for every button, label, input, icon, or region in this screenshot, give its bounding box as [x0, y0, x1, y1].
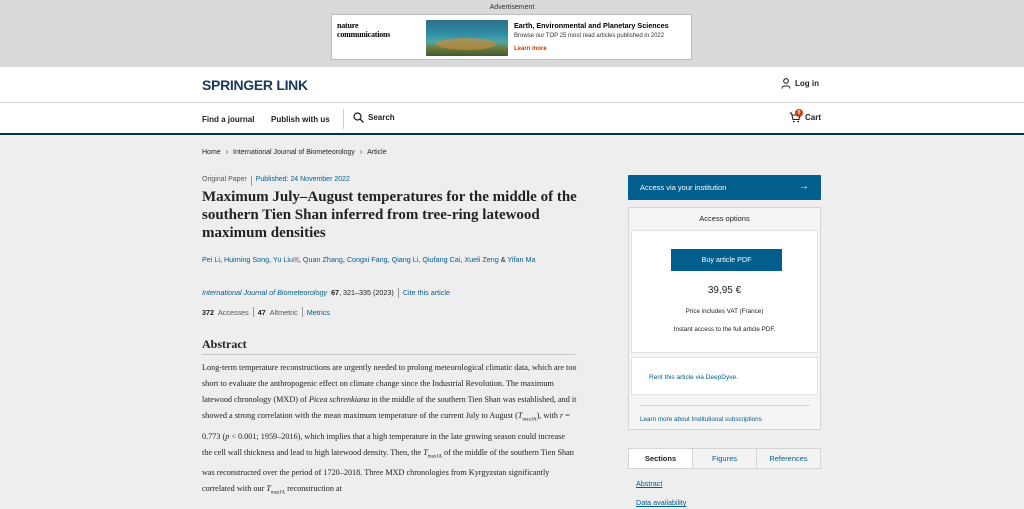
ad-image	[426, 20, 508, 56]
ad-learn-more-link[interactable]: Learn more	[514, 46, 547, 52]
abstract-divider	[202, 354, 575, 355]
author-link[interactable]: Xueli Zeng	[464, 255, 499, 264]
altmetric-count: 47	[257, 307, 266, 317]
email-icon[interactable]: ✉	[293, 257, 299, 264]
cite-article-link[interactable]: Cite this article	[402, 288, 450, 297]
author-link[interactable]: Qiufang Cai	[422, 255, 461, 264]
author-link[interactable]: Quan Zhang	[302, 255, 343, 264]
author-link[interactable]: Qiang Li	[391, 255, 419, 264]
instant-access-note: Instant access to the full article PDF.	[673, 326, 776, 333]
search-button[interactable]	[353, 112, 395, 123]
accesses-label: Accesses	[218, 307, 249, 317]
article-meta	[202, 176, 350, 186]
rent-deepdyve-link[interactable]: Rent this article via DeepDyve.	[649, 374, 738, 381]
divider	[253, 307, 254, 317]
divider	[251, 176, 252, 186]
volume: 67	[331, 288, 340, 297]
author-link[interactable]: Congxi Fang	[346, 255, 388, 264]
article-title: Maximum July–August temperatures for the middle of the southern Tien Shan inferred from tree-ring latewood maximum densities	[202, 189, 577, 241]
journal-link[interactable]: International Journal of Biometeorology	[202, 288, 328, 297]
springer-link-logo[interactable]: SPRINGER LINK	[202, 77, 308, 93]
advertisement-band	[0, 0, 1024, 67]
breadcrumb	[202, 149, 387, 156]
buy-article-pdf-button[interactable]: Buy article PDF	[671, 249, 782, 271]
article-price: 39,95 €	[707, 285, 742, 296]
abstract-text: Long-term temperature reconstructions are urgently needed to prolong meteorological climatic data, which are too short to evaluate the anthropogenic effect on climate change since the Industrial Revolution. The maximum latewood chronology (MXD) of Picea schrenkiana in the middle of the southern Tien Shan was established, and it showed a strong correlation with the mean maximum temperature of the current July to August $(T_{maxJA})$, with r = 0.773 (p < 0.001; 1959–2016), which implies that a high temperature in the late growing season could increase the cell wall thickness and lead to high latewood density. Then, the $T_{maxJA}$ of the middle of the southern Tien Shan was reconstructed over the period of 1720–2018. Three MXD chronologies from Kyrgyzstan significantly correlated with our $T_{maxJA}$ reconstruction at	[202, 363, 577, 496]
cart-label: Cart	[805, 113, 822, 122]
access-options-panel	[628, 207, 821, 430]
ad-banner[interactable]	[331, 14, 692, 60]
rent-article-card	[631, 357, 818, 395]
author-link[interactable]: Yu Liu	[273, 255, 293, 264]
article-type: Original Paper	[202, 176, 247, 183]
institutional-subscriptions-link[interactable]: Learn more about Institutional subscriptions	[640, 416, 762, 423]
breadcrumb-home[interactable]: Home	[202, 149, 221, 156]
accesses-count: 372	[202, 307, 214, 317]
metrics-link[interactable]: Metrics	[306, 307, 330, 317]
tab-references[interactable]: References	[756, 449, 820, 468]
vat-note: Price includes VAT (France)	[685, 308, 764, 315]
tab-figures[interactable]: Figures	[692, 449, 756, 468]
breadcrumb-journal[interactable]: International Journal of Biometeorology	[233, 149, 355, 156]
divider	[639, 405, 810, 406]
article-metrics	[202, 307, 330, 317]
nature-communications-logo: nature communications	[337, 21, 391, 39]
cart-count-badge: 0	[795, 109, 803, 117]
divider	[302, 307, 303, 317]
ad-title: Earth, Environmental and Planetary Sciences	[514, 21, 669, 30]
search-label: Search	[368, 113, 395, 122]
chevron-right-icon: ›	[359, 149, 363, 156]
and-sign: &	[500, 255, 506, 264]
ad-text: Browse our TOP 25 most read articles published in 2022	[514, 33, 665, 39]
tab-sections[interactable]: Sections	[629, 449, 692, 468]
author-link[interactable]: Huiming Song	[223, 255, 270, 264]
section-link-abstract[interactable]: Abstract	[636, 479, 663, 488]
author-link[interactable]: Yifan Ma	[507, 255, 536, 264]
section-link-data-availability[interactable]: Data availability	[636, 498, 687, 507]
find-journal-link[interactable]: Find a journal	[202, 115, 255, 124]
buy-article-card	[631, 230, 818, 353]
abstract-heading: Abstract	[202, 337, 247, 351]
nav-divider	[343, 109, 344, 129]
publish-with-us-link[interactable]: Publish with us	[271, 115, 330, 124]
sections-tabs	[628, 448, 821, 469]
access-button-label: Access via your institution	[640, 183, 727, 192]
search-icon	[353, 112, 364, 123]
pages: , 321–335 (2023)	[339, 288, 394, 297]
access-via-institution-button[interactable]	[628, 175, 821, 200]
published-date[interactable]: Published: 24 November 2022	[255, 176, 350, 183]
chevron-right-icon: ›	[225, 149, 229, 156]
author-list: Pei Li, Huiming Song, Yu Liu✉, Quan Zhang, Congxi Fang, Qiang Li, Qiufang Cai, Xueli Zeng & Yifan Ma	[202, 255, 536, 264]
user-icon	[781, 78, 791, 89]
main-nav	[0, 103, 1024, 135]
breadcrumb-current: Article	[367, 149, 387, 156]
site-header	[0, 67, 1024, 103]
citation-line	[202, 288, 450, 298]
altmetric-label: Altmetric	[269, 307, 298, 317]
arrow-right-icon: →	[799, 181, 809, 192]
login-button[interactable]	[781, 78, 819, 89]
cart-button[interactable]	[789, 112, 821, 123]
login-label: Log in	[795, 79, 819, 88]
author-link[interactable]: Pei Li	[202, 255, 220, 264]
ad-label: Advertisement	[489, 4, 535, 11]
divider	[398, 288, 399, 298]
access-options-title: Access options	[699, 214, 750, 223]
